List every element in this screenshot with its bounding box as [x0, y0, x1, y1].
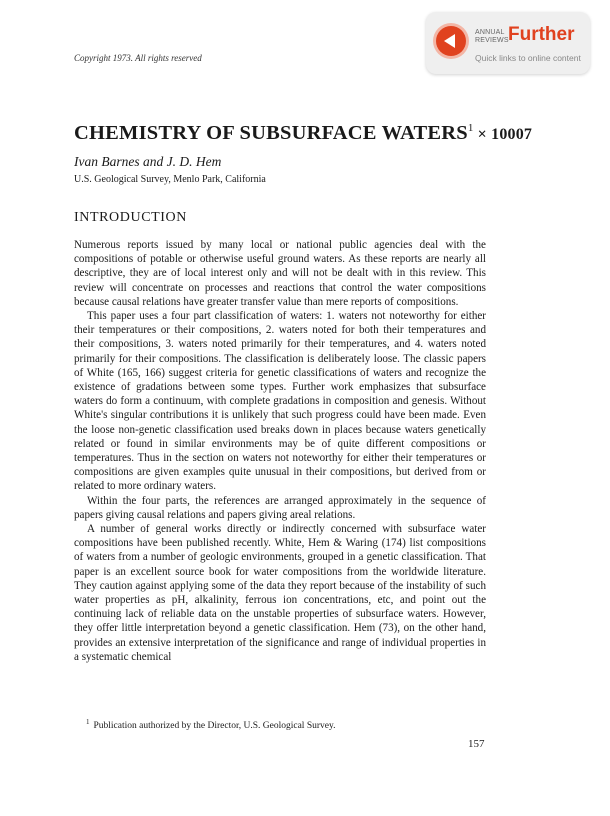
paragraph: This paper uses a four part classification of waters: 1. waters not noteworthy for either their temperatures or their compositions, 2. waters noted for both their temperatures and their compositions, 3. waters noted primarily for their temperatures, and 4. waters noted primarily for their compositions. The classification is deliberately loose. The classic papers of White (165, 166) suggest criteria for genetic classifications of waters and recognize the existence of gradations between some types. Further work emphasizes that subsurface waters do form a continuum, with complete gradations in composition and genesis. Without White's singular contributions it is unlikely that such progress could have been made. Even the loose non-genetic classification used breaks down in places because waters genetically related or found in similar environments may be of quite different compositions or temperatures. Thus in the section on waters not noteworthy for either their temperatures or compositions are given examples quite unusual in their compositions, but derived from or related to more ordinary waters.: [74, 310, 486, 493]
page-number: 157: [468, 738, 485, 750]
footnote: [86, 718, 486, 731]
back-arrow-icon[interactable]: [436, 26, 466, 56]
title-text: CHEMISTRY OF SUBSURFACE WATERS: [74, 122, 468, 144]
quick-links-tagline[interactable]: Quick links to online content: [475, 53, 581, 63]
paragraph: Within the four parts, the references are arranged approximately in the sequence of papers giving causal relations and papers giving areal relations.: [74, 494, 486, 521]
article-title: [74, 122, 532, 145]
article-code: × 10007: [477, 126, 533, 143]
authors: Ivan Barnes and J. D. Hem: [74, 154, 222, 169]
title-footnote-mark: 1: [467, 122, 474, 134]
annual-reviews-logo: ANNUAL REVIEWS: [475, 29, 509, 44]
copyright-notice: Copyright 1973. All rights reserved: [74, 53, 202, 63]
footnote-text: Publication authorized by the Director, U.S. Geological Survey.: [93, 721, 336, 731]
affiliation: U.S. Geological Survey, Menlo Park, California: [74, 174, 266, 185]
body-text: [74, 238, 486, 664]
footnote-mark: 1: [86, 718, 90, 726]
paragraph: Numerous reports issued by many local or national public agencies deal with the compositions of potable or otherwise useful ground waters. As these reports are nearly all descriptive, they are of local interest only and will not be dealt with in this review. This review will concentrate on processes and reactions that control the water compositions because causal relations have greater transfer value than mere reports of compositions.: [74, 239, 486, 308]
paragraph: A number of general works directly or indirectly concerned with subsurface water compositions have been published recently. White, Hem & Waring (174) list compositions of waters from a number of geologic environments, grouped in a genetic classification. That paper is an excellent source book for water compositions from the worldwide literature. They caution against applying some of the data they report because of the instability of such water properties as pH, alkalinity, ferrous ion concentrations, etc, and point out the continuing lack of reliable data on the unstable properties of subsurface waters. However, they offer little interpretation beyond a genetic classification. Hem (73), on the other hand, provides an extensive interpretation of the significance and range of individual properties in a systematic chemical: [74, 523, 486, 663]
further-badge[interactable]: [426, 12, 590, 74]
section-heading: INTRODUCTION: [74, 210, 187, 225]
further-brand: Further: [508, 24, 575, 45]
